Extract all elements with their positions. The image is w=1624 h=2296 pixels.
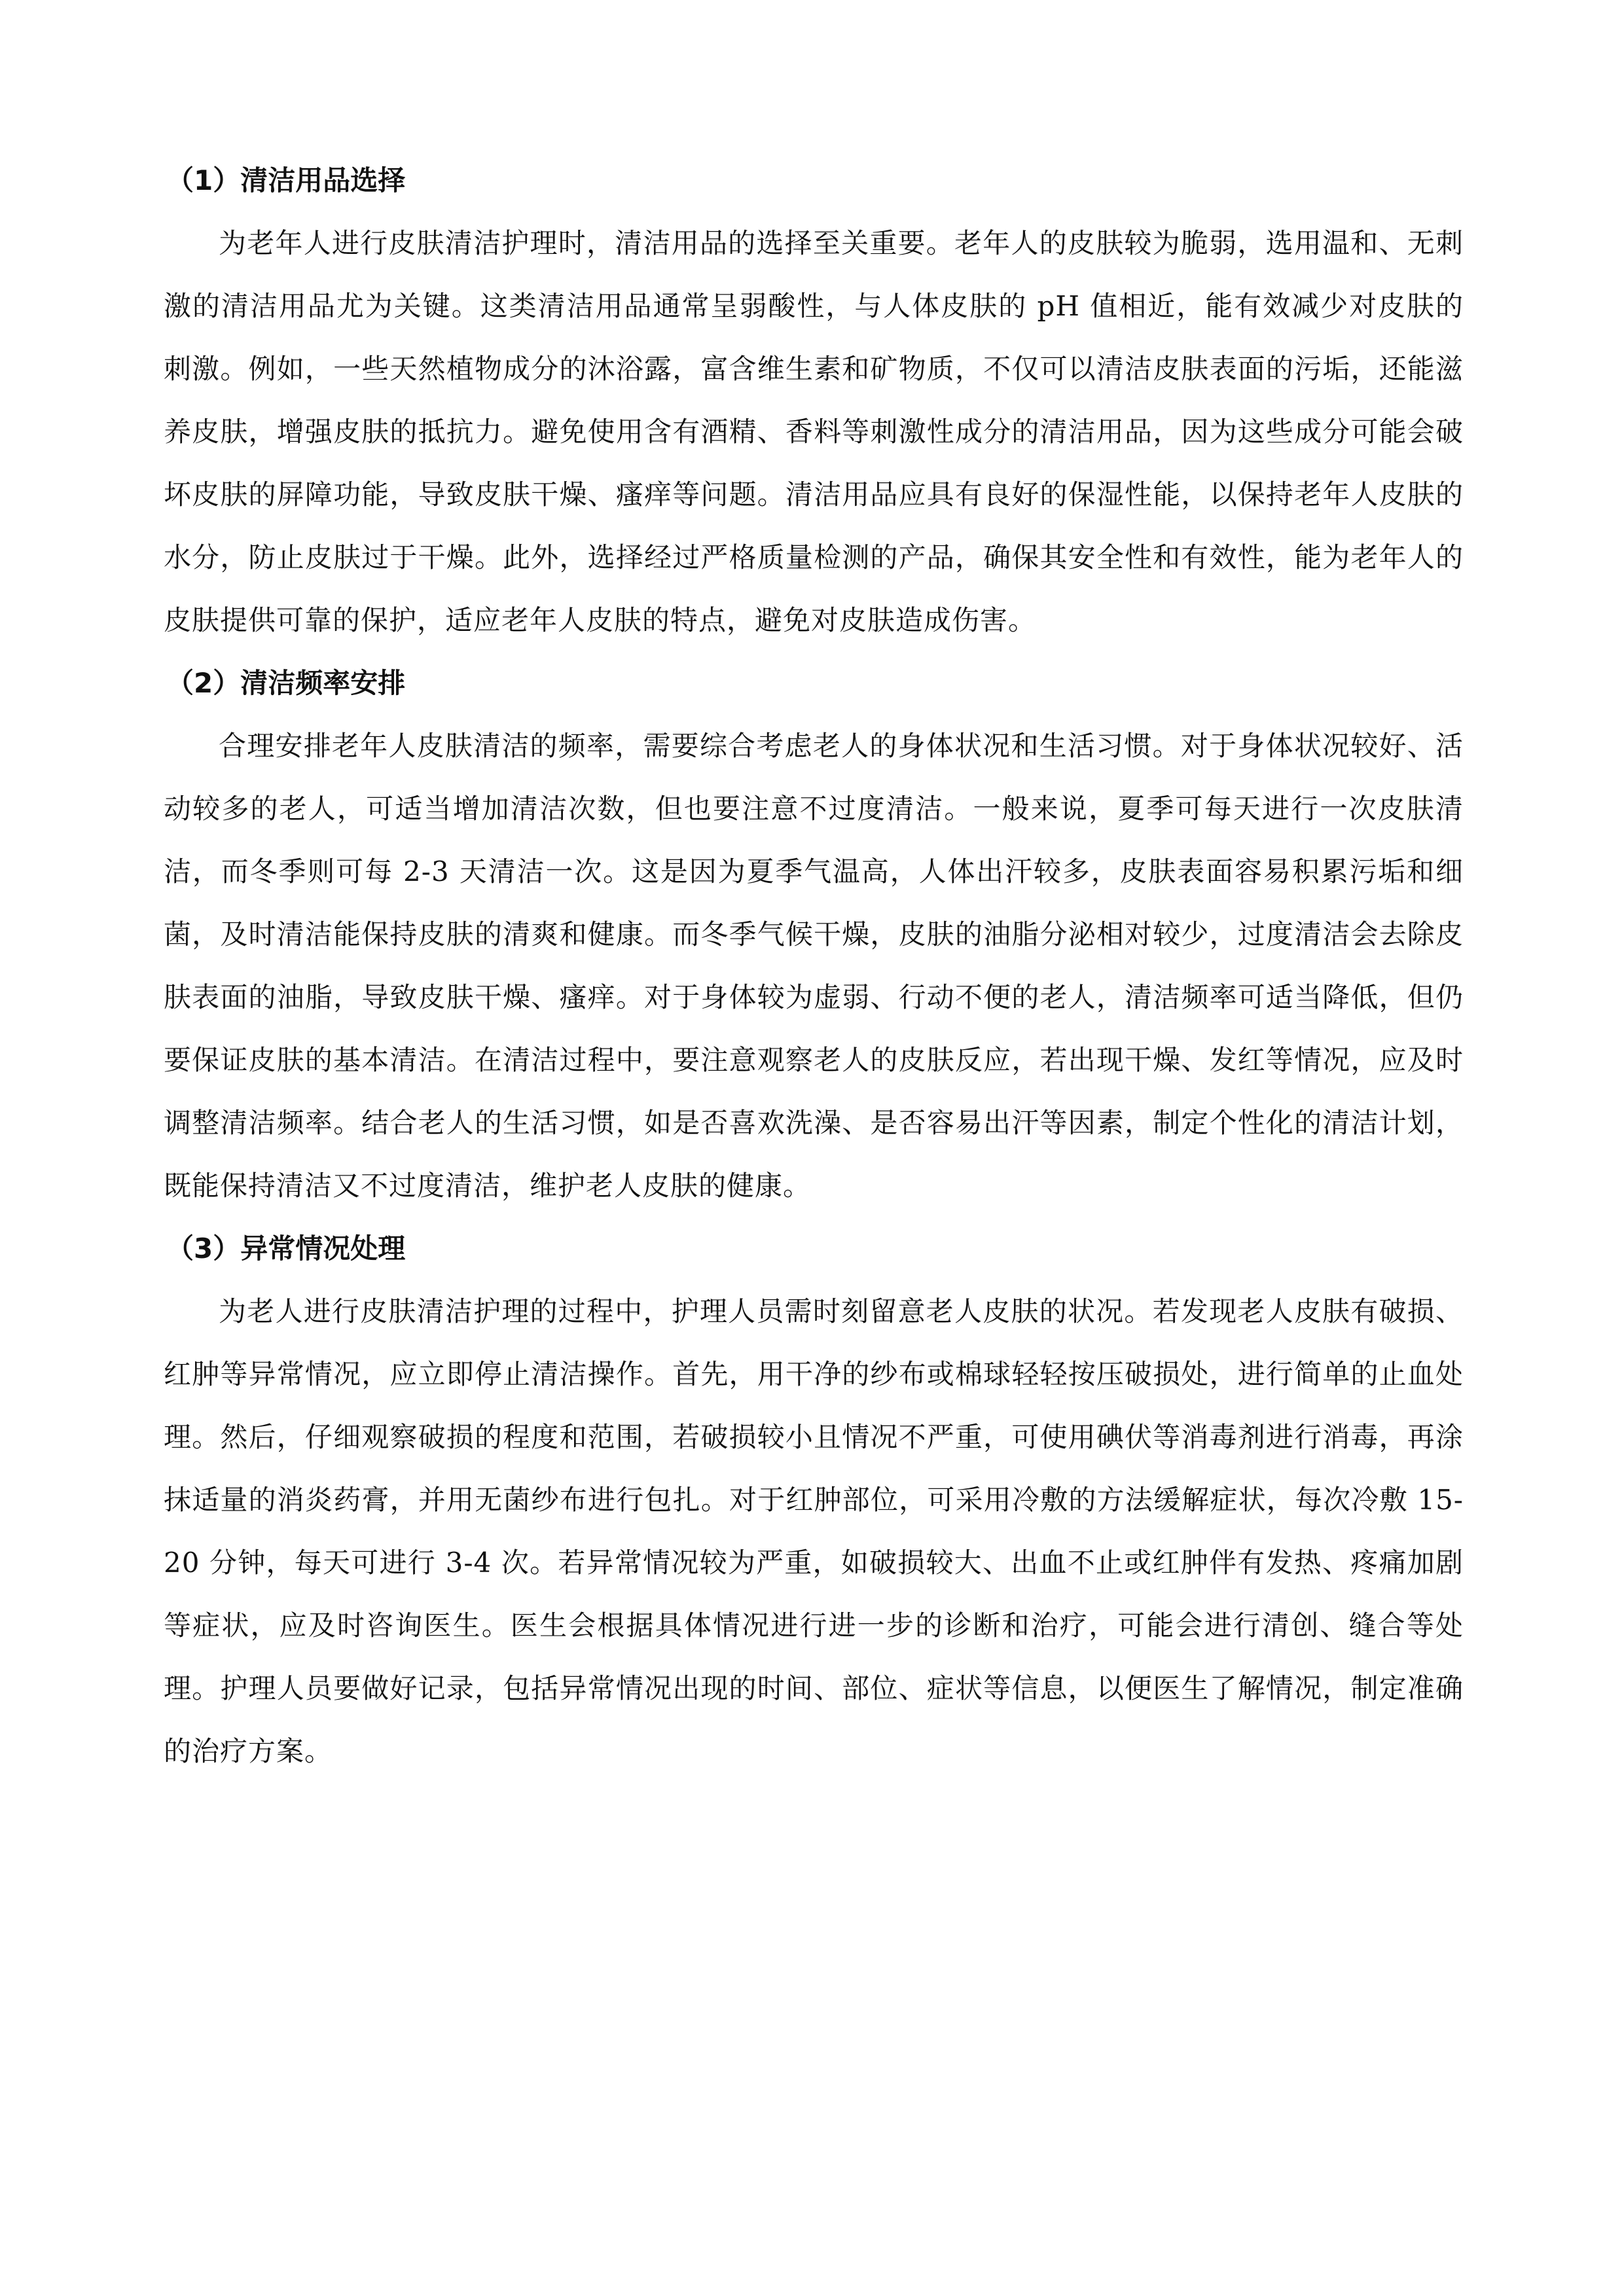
section-cleaning-frequency [164,652,1464,1217]
section-heading: （3）异常情况处理 [166,1232,406,1265]
section-paragraph: 为老人进行皮肤清洁护理的过程中，护理人员需时刻留意老人皮肤的状况。若发现老人皮肤有破损、红肿等异常情况，应立即停止清洁操作。首先，用干净的纱布或棉球轻轻按压破损处，进行简单的止血处理。然后，仔细观察破损的程度和范围，若破损较小且情况不严重，可使用碘伏等消毒剂进行消毒，再涂抹适量的消炎药膏，并用无菌纱布进行包扎。对于红肿部位，可采用冷敷的方法缓解症状，每次冷敷 15-20 分钟，每天可进行 3-4 次。若异常情况较为严重，如破损较大、出血不止或红肿伴有发热、疼痛加剧等症状，应及时咨询医生。医生会根据具体情况进行进一步的诊断和治疗，可能会进行清创、缝合等处理。护理人员要做好记录，包括异常情况出现的时间、部位、症状等信息，以便医生了解情况，制定准确的治疗方案。 [164,1295,1464,1767]
section-paragraph: 为老年人进行皮肤清洁护理时，清洁用品的选择至关重要。老年人的皮肤较为脆弱，选用温和、无刺激的清洁用品尤为关键。这类清洁用品通常呈弱酸性，与人体皮肤的 pH 值相近，能有效减少对皮肤的刺激。例如，一些天然植物成分的沐浴露，富含维生素和矿物质，不仅可以清洁皮肤表面的污垢，还能滋养皮肤，增强皮肤的抵抗力。避免使用含有酒精、香料等刺激性成分的清洁用品，因为这些成分可能会破坏皮肤的屏障功能，导致皮肤干燥、瘙痒等问题。清洁用品应具有良好的保湿性能，以保持老年人皮肤的水分，防止皮肤过于干燥。此外，选择经过严格质量检测的产品，确保其安全性和有效性，能为老年人的皮肤提供可靠的保护，适应老年人皮肤的特点，避免对皮肤造成伤害。 [164,227,1464,636]
document-body [164,149,1464,1783]
section-heading: （2）清洁频率安排 [166,667,406,699]
section-paragraph: 合理安排老年人皮肤清洁的频率，需要综合考虑老人的身体状况和生活习惯。对于身体状况较好、活动较多的老人，可适当增加清洁次数，但也要注意不过度清洁。一般来说，夏季可每天进行一次皮肤清洁，而冬季则可每 2-3 天清洁一次。这是因为夏季气温高，人体出汗较多，皮肤表面容易积累污垢和细菌，及时清洁能保持皮肤的清爽和健康。而冬季气候干燥，皮肤的油脂分泌相对较少，过度清洁会去除皮肤表面的油脂，导致皮肤干燥、瘙痒。对于身体较为虚弱、行动不便的老人，清洁频率可适当降低，但仍要保证皮肤的基本清洁。在清洁过程中，要注意观察老人的皮肤反应，若出现干燥、发红等情况，应及时调整清洁频率。结合老人的生活习惯，如是否喜欢洗澡、是否容易出汗等因素，制定个性化的清洁计划，既能保持清洁又不过度清洁，维护老人皮肤的健康。 [164,730,1464,1202]
section-cleaning-products [164,149,1464,652]
section-heading: （1）清洁用品选择 [166,164,406,196]
section-abnormal-handling [164,1217,1464,1783]
